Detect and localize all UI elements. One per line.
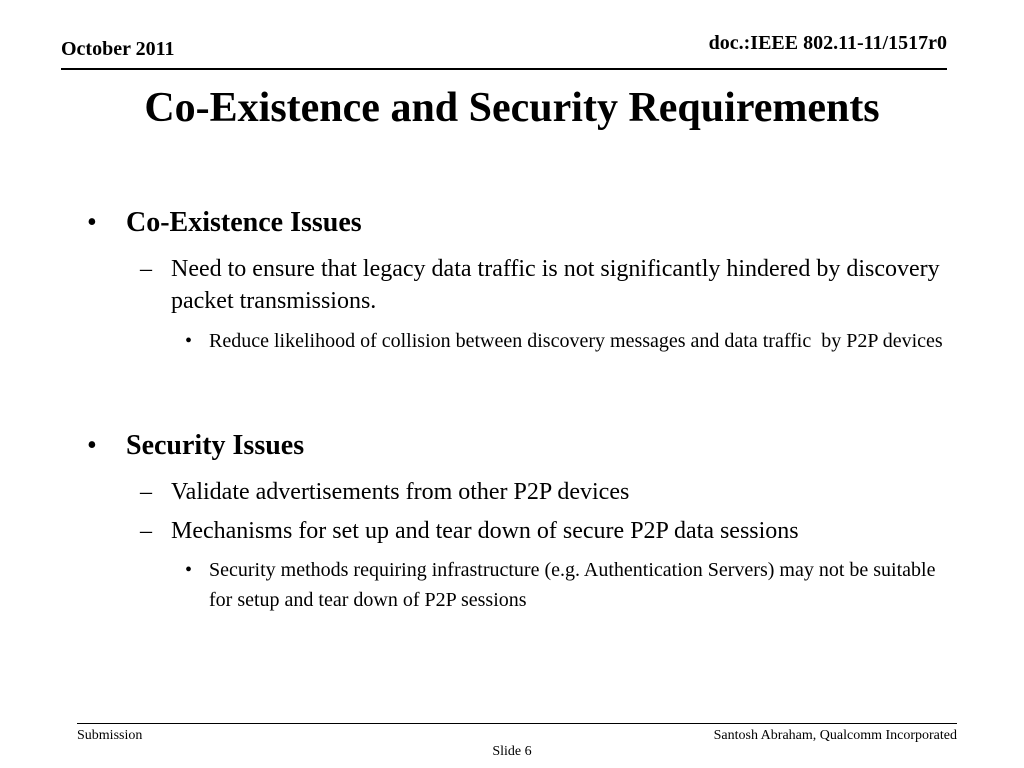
list-item-text: Mechanisms for set up and tear down of secure P2P data sessions <box>171 518 799 544</box>
slide-title: Co-Existence and Security Requirements <box>144 85 880 131</box>
section-heading: Co-Existence Issues <box>126 207 362 238</box>
header-doc-id: doc.:IEEE 802.11-11/1517r0 <box>708 32 947 54</box>
section-bullet: • <box>87 207 97 238</box>
section-bullet: • <box>87 430 97 461</box>
sub-list-item-text: Reduce likelihood of collision between discovery messages and data traffic by P2P devices <box>209 330 943 352</box>
dash-marker: – <box>140 256 152 282</box>
footer-author: Santosh Abraham, Qualcomm Incorporated <box>713 728 957 743</box>
list-item-text: Validate advertisements from other P2P devices <box>171 479 630 505</box>
sub-list-item <box>185 326 945 356</box>
sub-bullet: • <box>185 559 193 581</box>
footer-divider <box>77 723 957 724</box>
header-date: October 2011 <box>61 38 175 60</box>
list-item-text: Need to ensure that legacy data traffic is not significantly hindered by discovery packet transmissions. <box>171 256 940 314</box>
section-heading: Security Issues <box>126 430 305 461</box>
sub-list-item-text: Security methods requiring infrastructure (e.g. Authentication Servers) may not be suitable for setup and tear down of P2P sessions <box>209 559 941 611</box>
sub-list-item <box>185 555 945 615</box>
dash-marker: – <box>140 479 152 505</box>
footer-slide-number: Slide 6 <box>492 744 532 759</box>
list-item <box>140 476 940 508</box>
sub-bullet: • <box>185 330 193 352</box>
dash-marker: – <box>140 518 152 544</box>
list-item <box>140 253 940 317</box>
list-item <box>140 515 940 547</box>
footer-submission: Submission <box>77 728 143 743</box>
